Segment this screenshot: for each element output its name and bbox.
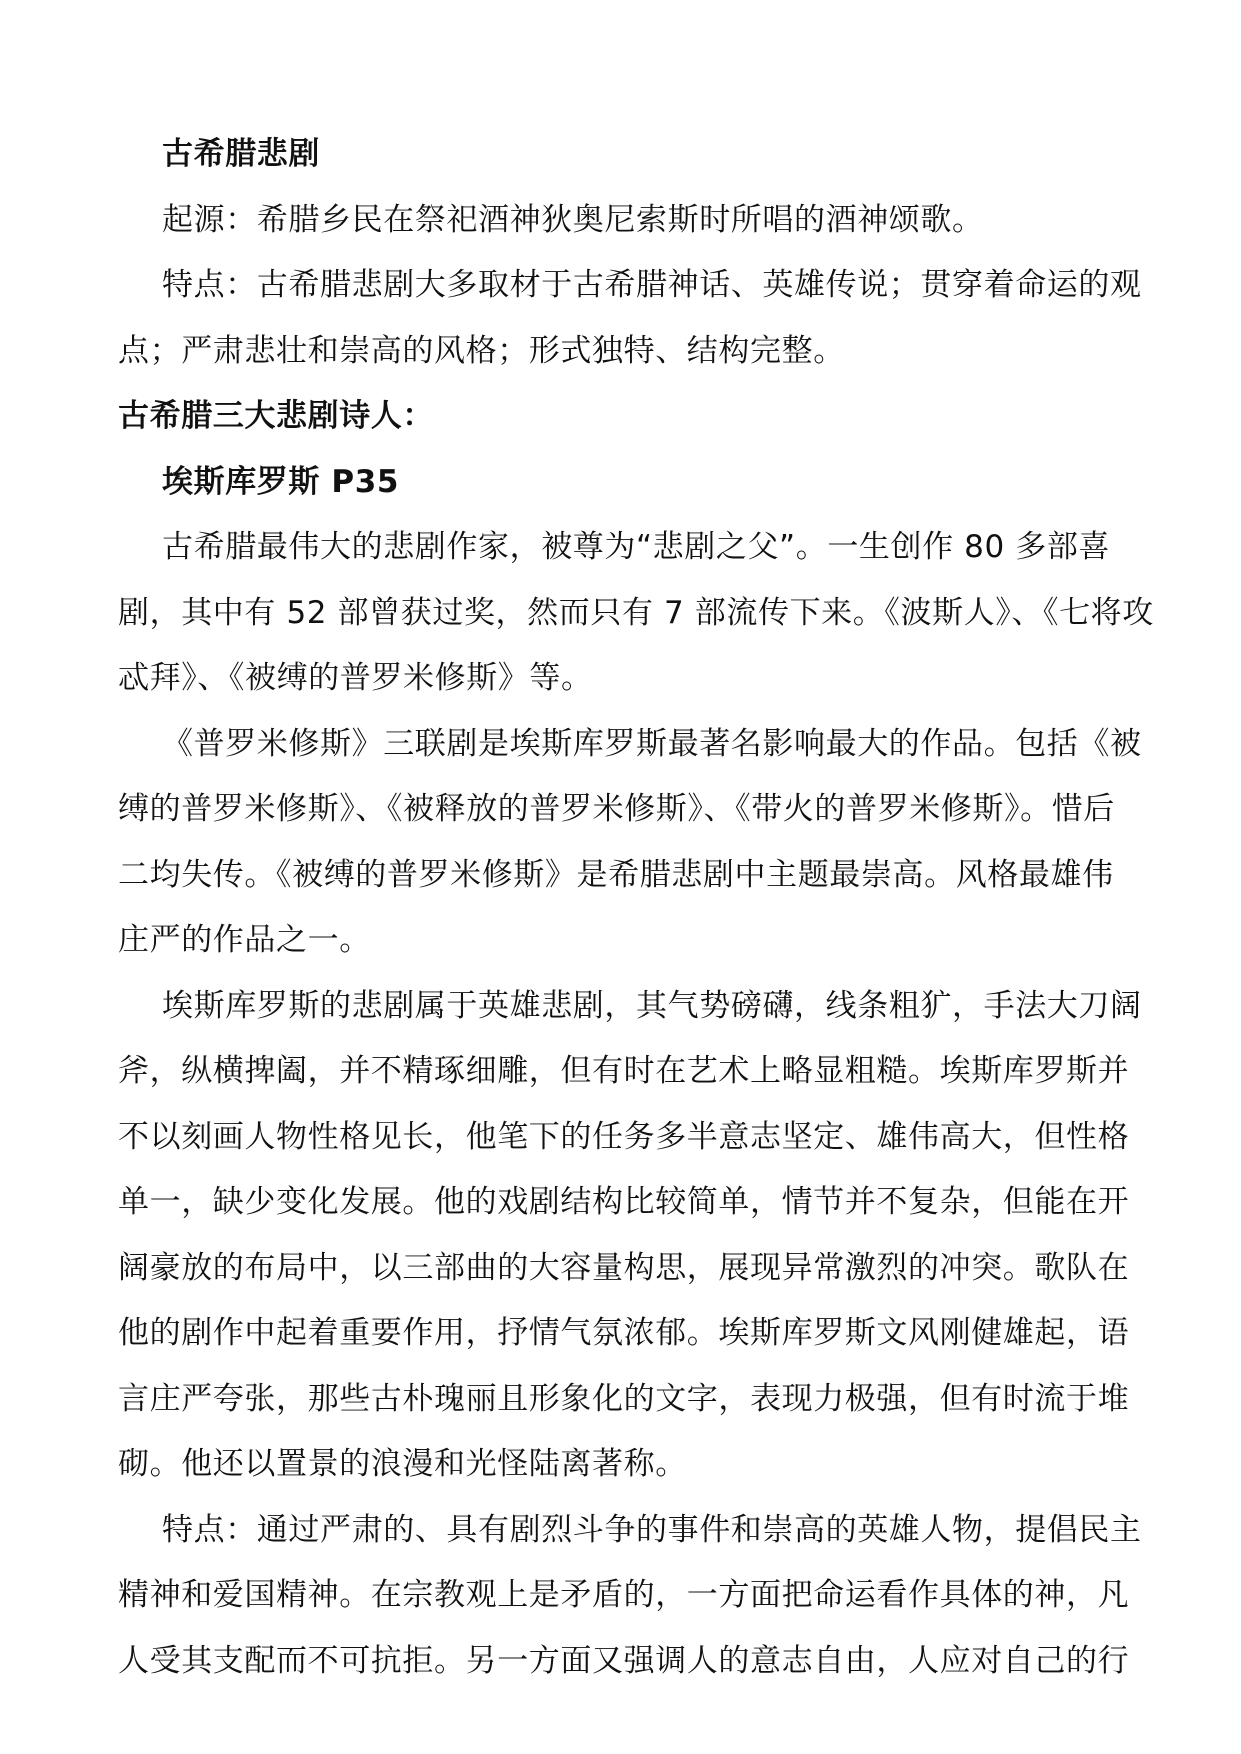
- heading-line: 古希腊三大悲剧诗人：: [118, 398, 434, 434]
- paragraph-line: 剧，其中有 52 部曾获过奖，然而只有 7 部流传下来。《波斯人》、《七将攻: [118, 594, 1154, 631]
- paragraph-line: 不以刻画人物性格见长，他笔下的任务多半意志坚定、雄伟高大，但性格: [118, 1118, 1130, 1155]
- heading-line: 古希腊悲剧: [162, 136, 320, 172]
- paragraph-line: 他的剧作中起着重要作用，抒情气氛浓郁。埃斯库罗斯文风刚健雄起，语: [118, 1315, 1130, 1351]
- paragraph-line: 起源：希腊乡民在祭祀酒神狄奥尼索斯时所唱的酒神颂歌。: [162, 201, 984, 238]
- paragraph-line: 《普罗米修斯》三联剧是埃斯库罗斯最著名影响最大的作品。包括《被: [162, 725, 1142, 762]
- paragraph-line: 古希腊最伟大的悲剧作家，被尊为“悲剧之父”。一生创作 80 多部喜: [162, 529, 1111, 565]
- paragraph-line: 二均失传。《被缚的普罗米修斯》是希腊悲剧中主题最崇高。风格最雄伟: [118, 856, 1114, 893]
- paragraph-line: 特点：古希腊悲剧大多取材于古希腊神话、英雄传说；贯穿着命运的观: [162, 267, 1142, 303]
- paragraph-line: 单一，缺少变化发展。他的戏剧结构比较简单，情节并不复杂，但能在开: [118, 1184, 1130, 1220]
- paragraph-line: 言庄严夸张，那些古朴瑰丽且形象化的文字，表现力极强，但有时流于堆: [118, 1380, 1130, 1417]
- paragraph-line: 庄严的作品之一。: [118, 922, 371, 958]
- paragraph-line: 人受其支配而不可抗拒。另一方面又强调人的意志自由，人应对自己的行: [118, 1642, 1130, 1679]
- paragraph-line: 精神和爱国精神。在宗教观上是矛盾的，一方面把命运看作具体的神，凡: [118, 1577, 1130, 1613]
- heading-line: 埃斯库罗斯 P35: [162, 463, 400, 500]
- paragraph-line: 阔豪放的布局中，以三部曲的大容量构思，展现异常激烈的冲突。歌队在: [118, 1249, 1130, 1286]
- paragraph-line: 砌。他还以置景的浪漫和光怪陆离著称。: [118, 1446, 687, 1482]
- paragraph-line: 点；严肃悲壮和崇高的风格；形式独特、结构完整。: [118, 332, 845, 369]
- text-column: [118, 122, 1176, 1694]
- paragraph-line: 忒拜》、《被缚的普罗米修斯》等。: [118, 660, 593, 696]
- paragraph-line: 特点：通过严肃的、具有剧烈斗争的事件和崇高的英雄人物，提倡民主: [162, 1511, 1142, 1548]
- paragraph-line: 斧，纵横捭阖，并不精琢细雕，但有时在艺术上略显粗糙。埃斯库罗斯并: [118, 1053, 1130, 1089]
- paragraph-line: 埃斯库罗斯的悲剧属于英雄悲剧，其气势磅礴，线条粗犷，手法大刀阔: [162, 987, 1142, 1024]
- paragraph-line: 缚的普罗米修斯》、《被释放的普罗米修斯》、《带火的普罗米修斯》。惜后: [118, 791, 1115, 827]
